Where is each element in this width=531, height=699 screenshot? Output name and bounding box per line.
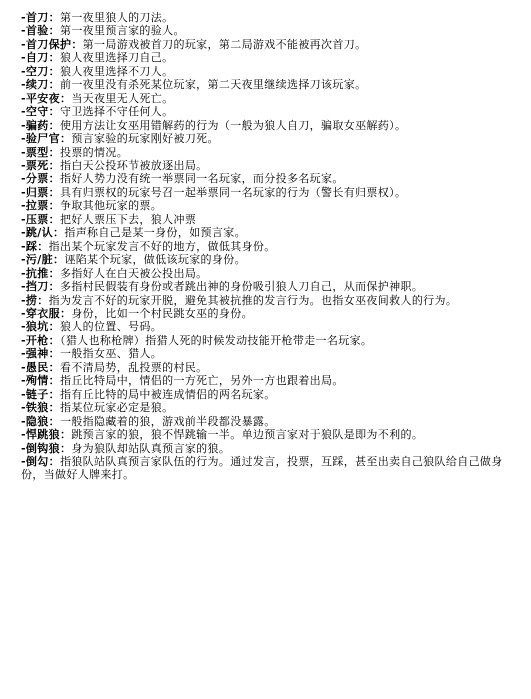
entry-continue-kill [21, 78, 514, 91]
definition: 第一局游戏被首刀的玩家，第二局游戏不能被再次首刀。 [82, 37, 367, 51]
entry-wolf-pit [21, 320, 514, 333]
term: -狼坑： [21, 320, 60, 334]
definition: 狼人的位置、号码。 [59, 320, 163, 334]
term: -票型： [21, 145, 60, 159]
entry-bold-claim-wolf [21, 428, 514, 441]
term: -踩： [21, 239, 49, 253]
term: -自刀： [21, 51, 60, 65]
term: -首验： [21, 24, 60, 38]
definition: 指好人势力没有统一举票同一名玩家，而分投多名玩家。 [59, 172, 344, 186]
term: -平安夜： [21, 91, 72, 105]
term: -殉情： [21, 374, 60, 388]
entry-coroner [21, 132, 514, 145]
entry-block-knife [21, 280, 514, 293]
entry-empty-kill [21, 65, 514, 78]
definition: 指有丘比特的局中被连成情侣的两名玩家。 [59, 387, 276, 401]
entry-wear-clothes [21, 307, 514, 320]
term: -首刀保护： [21, 37, 83, 51]
term: -捞： [21, 293, 49, 307]
term: -空守： [21, 105, 60, 119]
definition: 诬陷某个玩家，做低该玩家的身份。 [64, 253, 246, 267]
entry-step-on [21, 240, 514, 253]
definition: 争取其他玩家的票。 [59, 199, 163, 213]
entry-first-check [21, 24, 514, 37]
term: -空刀： [21, 64, 60, 78]
entry-self-kill [21, 51, 514, 64]
term: -抗推： [21, 266, 60, 280]
term: -首刀： [21, 11, 60, 24]
definition: 把好人票压下去，狼人冲票 [59, 212, 197, 226]
entry-hidden-wolf [21, 415, 514, 428]
entry-empty-guard [21, 105, 514, 118]
definition: 跳预言家的狼，狼不悍跳输一半。单边预言家对于狼队是即为不利的。 [71, 428, 424, 442]
entry-first-kill-protection [21, 38, 514, 51]
entry-martyrdom [21, 374, 514, 387]
definition: 守卫选择不守任何人。 [59, 105, 174, 119]
entry-iron-wolf [21, 401, 514, 414]
entry-hook-behavior [21, 455, 514, 482]
definition: 指某位玩家必定是狼。 [59, 401, 174, 415]
term: -归票： [21, 185, 60, 199]
definition: 使用方法让女巫用错解药的行为（一般为狼人自刀，骗取女巫解药）。 [59, 118, 407, 132]
term: -铁狼： [21, 401, 60, 415]
term: -续刀： [21, 78, 60, 92]
definition: 一般指隐藏着的狼，游戏前半段都没暴露。 [59, 414, 276, 428]
definition: 指为发言不好的玩家开脱，避免其被抗推的发言行为。也指女巫夜间救人的行为。 [48, 293, 458, 307]
term: -骗药： [21, 118, 60, 132]
definition: 指声称自己是某一身份，如预言家。 [64, 226, 246, 240]
entry-shoot [21, 334, 514, 347]
entry-strong-god [21, 347, 514, 360]
entry-claim [21, 226, 514, 239]
term: -压票： [21, 212, 60, 226]
entry-foolish-villager [21, 361, 514, 374]
definition: 多指好人在白天被公投出局。 [59, 266, 208, 280]
entry-canvass-vote [21, 199, 514, 212]
definition: 当天夜里无人死亡。 [71, 91, 174, 105]
term: -票死： [21, 158, 60, 172]
entry-trick-potion [21, 119, 514, 132]
term: -拉票： [21, 199, 60, 213]
entry-push-out [21, 267, 514, 280]
term: -悍跳狼： [21, 428, 72, 442]
term: -分票： [21, 172, 60, 186]
entry-split-vote [21, 172, 514, 185]
entry-peaceful-night [21, 92, 514, 105]
glossary-document [21, 11, 514, 482]
entry-first-kill [21, 11, 514, 24]
term: -强神： [21, 347, 60, 361]
definition: 身份，比如一个村民跳女巫的身份。 [71, 306, 253, 320]
definition: 多指村民假装有身份或者跳出神的身份吸引狼人刀自己，从而保护神职。 [59, 280, 424, 294]
definition: 身为狼队却站队真预言家的狼。 [71, 441, 231, 455]
definition: 看不清局势，乱投票的村民。 [59, 360, 208, 374]
entry-chain [21, 388, 514, 401]
definition: 具有归票权的玩家号召一起举票同一名玩家的行为（警长有归票权）。 [59, 185, 407, 199]
term: -愚民： [21, 360, 60, 374]
entry-hook-wolf [21, 442, 514, 455]
definition: 指丘比特局中，情侣的一方死亡，另外一方也跟着出局。 [59, 374, 344, 388]
term: -跳/认： [21, 226, 65, 240]
term: -挡刀： [21, 280, 60, 294]
definition: 指出某个玩家发言不好的地方，做低其身份。 [48, 239, 276, 253]
definition: （猎人也称枪牌）指猎人死的时候发动技能开枪带走一名玩家。 [59, 333, 373, 347]
definition: 第一夜里预言家的验人。 [59, 24, 185, 38]
entry-suppress-vote [21, 213, 514, 226]
entry-voted-out [21, 159, 514, 172]
term: -链子： [21, 387, 60, 401]
definition: 投票的情况。 [59, 145, 129, 159]
definition: 第一夜里狼人的刀法。 [59, 11, 174, 24]
entry-rescue [21, 294, 514, 307]
term: -开枪： [21, 333, 60, 347]
entry-smear [21, 253, 514, 266]
definition: 狼人夜里选择刀自己。 [59, 51, 174, 65]
definition: 前一夜里没有杀死某位玩家，第二天夜里继续选择刀该玩家。 [59, 78, 367, 92]
term: -隐狼： [21, 414, 60, 428]
definition: 狼人夜里选择不刀人。 [59, 64, 174, 78]
term: -污/脏： [21, 253, 65, 267]
term: -穿衣服： [21, 306, 72, 320]
entry-gather-vote [21, 186, 514, 199]
term: -倒勾： [21, 454, 60, 468]
definition: 一般指女巫、猎人。 [59, 347, 163, 361]
definition: 指狼队站队真预言家队伍的行为。通过发言，投票，互踩，甚至出卖自己狼队给自己做身份，当做好人牌来打。 [21, 454, 503, 482]
definition: 预言家验的玩家刚好被刀死。 [71, 132, 219, 146]
term: -倒钩狼： [21, 441, 72, 455]
term: -验尸官： [21, 132, 72, 146]
entry-vote-pattern [21, 146, 514, 159]
definition: 指白天公投环节被放逐出局。 [59, 158, 208, 172]
